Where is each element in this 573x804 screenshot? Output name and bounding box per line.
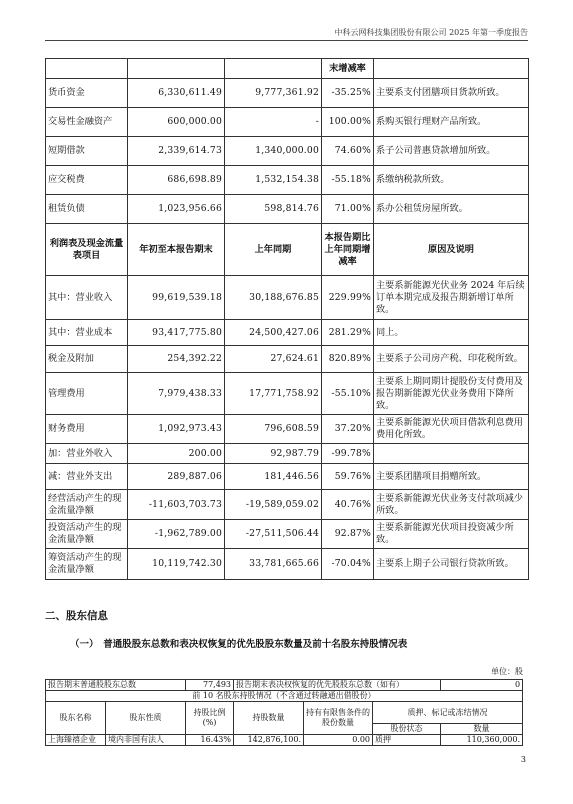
row-current: -1,962,789.00 xyxy=(128,520,225,549)
blank-header-cell xyxy=(46,59,128,79)
blank-header-cell xyxy=(225,59,322,79)
row-change: -35.25% xyxy=(322,79,374,108)
row-change: 100.00% xyxy=(322,108,374,137)
col-header-name: 股东名称 xyxy=(46,702,106,735)
row-reason xyxy=(374,444,529,464)
table-row xyxy=(46,444,529,464)
row-change: -70.04% xyxy=(322,549,374,580)
table-row xyxy=(46,464,529,490)
top10-header: 前 10 名股东持股情况（不含通过转融通出借股份） xyxy=(46,691,523,702)
row-reason: 主要系新能源光伏项目投资减少所致。 xyxy=(374,520,529,549)
row-change: 820.89% xyxy=(322,346,374,373)
row-change: -55.18% xyxy=(322,166,374,195)
table-row xyxy=(46,108,529,137)
table-row xyxy=(46,195,529,224)
col-header-restricted: 持有有限售条件的股份数量 xyxy=(304,702,373,735)
row-reason: 主要系上期子公司银行贷款所致。 xyxy=(374,549,529,580)
row-reason: 主要系子公司房产税、印花税所致。 xyxy=(374,346,529,373)
table-header-continued xyxy=(46,59,529,79)
row-previous: 24,500,427.06 xyxy=(225,320,322,346)
financial-changes-table xyxy=(45,58,529,580)
table-row xyxy=(46,166,529,195)
row-change: 92.87% xyxy=(322,520,374,549)
row-current: -11,603,703.73 xyxy=(128,490,225,520)
col-header-nature: 股东性质 xyxy=(106,702,186,735)
row-previous: 181,446.56 xyxy=(225,464,322,490)
shareholder-amount: 110,360,000. xyxy=(441,735,523,746)
header-item: 利润表及现金流量表项目 xyxy=(46,224,128,276)
row-change: 281.29% xyxy=(322,320,374,346)
table-row xyxy=(46,79,529,108)
row-current: 1,092,973.43 xyxy=(128,415,225,444)
row-reason: 系办公租赁房屋所致。 xyxy=(374,195,529,224)
row-current: 600,000.00 xyxy=(128,108,225,137)
table-row xyxy=(46,276,529,320)
col-header-ratio: 持股比例(%) xyxy=(186,702,234,735)
row-reason: 主要系新能源光伏业务 2024 年后续订单本期完成及报告期新增订单所致。 xyxy=(374,276,529,320)
table-row xyxy=(46,520,529,549)
header-change: 本报告期比上年同期增减率 xyxy=(322,224,374,276)
row-previous: -19,589,059.02 xyxy=(225,490,322,520)
row-change: 40.76% xyxy=(322,490,374,520)
col-header-qty: 持股数量 xyxy=(234,702,304,735)
row-current: 254,392.22 xyxy=(128,346,225,373)
row-previous: -27,511,506.44 xyxy=(225,520,322,549)
row-previous: 9,777,361.92 xyxy=(225,79,322,108)
row-current: 289,887.06 xyxy=(128,464,225,490)
table-row xyxy=(46,549,529,580)
row-current: 6,330,611.49 xyxy=(128,79,225,108)
table-row xyxy=(46,490,529,520)
blank-header-cell xyxy=(374,59,529,79)
row-item: 其中：营业成本 xyxy=(46,320,128,346)
table-row xyxy=(46,373,529,415)
blank-header-cell xyxy=(128,59,225,79)
shareholder-ratio: 16.43% xyxy=(186,735,234,746)
pref-shareholders-label: 报告期末表决权恢复的优先股股东总数（如有） xyxy=(234,680,441,691)
page-header-title: 中科云网科技集团股份有限公司 2025 年第一季度报告 xyxy=(334,28,528,37)
row-previous: 1,340,000.00 xyxy=(225,137,322,166)
change-rate-header: 末增减率 xyxy=(322,59,374,79)
income-table-header xyxy=(46,224,529,276)
row-reason: 系缴纳税款所致。 xyxy=(374,166,529,195)
section-title-shareholders: 二、股东信息 xyxy=(45,610,108,622)
row-item: 管理费用 xyxy=(46,373,128,415)
row-previous: 27,624.61 xyxy=(225,346,322,373)
table-row xyxy=(46,320,529,346)
row-reason: 系子公司普惠贷款增加所致。 xyxy=(374,137,529,166)
row-item: 投资活动产生的现金流量净额 xyxy=(46,520,128,549)
row-item: 税金及附加 xyxy=(46,346,128,373)
page-number: 3 xyxy=(520,755,526,764)
table-row xyxy=(46,346,529,373)
row-change: 229.99% xyxy=(322,276,374,320)
row-previous: 33,781,665.66 xyxy=(225,549,322,580)
row-item: 筹资活动产生的现金流量净额 xyxy=(46,549,128,580)
row-reason: 系购买银行理财产品所致。 xyxy=(374,108,529,137)
header-previous: 上年同期 xyxy=(225,224,322,276)
row-change: -55.10% xyxy=(322,373,374,415)
total-shareholders-label: 报告期末普通股股东总数 xyxy=(46,680,186,691)
row-reason: 主要系新能源光伏项目借款利息费用费用化所致。 xyxy=(374,415,529,444)
row-previous: 1,532,154.38 xyxy=(225,166,322,195)
row-item: 财务费用 xyxy=(46,415,128,444)
subsection-title-shareholders: （一） 普通股股东总数和表决权恢复的优先股股东数量及前十名股东持股情况表 xyxy=(70,639,408,650)
row-reason: 主要系上期同期计提股份支付费用及报告期新能源光伏业务费用下降所致。 xyxy=(374,373,529,415)
shareholder-nature: 境内非国有法人 xyxy=(106,735,186,746)
row-reason: 主要系新能源光伏业务支付款项减少所致。 xyxy=(374,490,529,520)
shareholder-status: 质押 xyxy=(373,735,441,746)
pref-shareholders-value: 0 xyxy=(441,680,523,691)
row-item: 短期借款 xyxy=(46,137,128,166)
header-reason: 原因及说明 xyxy=(374,224,529,276)
row-item: 货币资金 xyxy=(46,79,128,108)
row-change: 71.00% xyxy=(322,195,374,224)
col-header-amount: 数量 xyxy=(441,724,523,735)
row-previous: - xyxy=(225,108,322,137)
row-previous: 92,987.79 xyxy=(225,444,322,464)
total-shareholders-value: 77,493 xyxy=(186,680,234,691)
row-change: 59.76% xyxy=(322,464,374,490)
row-item: 减：营业外支出 xyxy=(46,464,128,490)
unit-label: 单位：股 xyxy=(491,667,523,676)
row-item: 应交税费 xyxy=(46,166,128,195)
row-reason: 主要系支付团膳项目货款所致。 xyxy=(374,79,529,108)
header-current: 年初至本报告期末 xyxy=(128,224,225,276)
row-current: 93,417,775.80 xyxy=(128,320,225,346)
col-header-pledge: 质押、标记或冻结情况 xyxy=(373,702,523,724)
row-item: 其中：营业收入 xyxy=(46,276,128,320)
shareholder-qty: 142,876,100. xyxy=(234,735,304,746)
header-divider xyxy=(45,40,528,41)
table-row xyxy=(46,415,529,444)
row-current: 200.00 xyxy=(128,444,225,464)
row-current: 10,119,742.30 xyxy=(128,549,225,580)
row-change: 74.60% xyxy=(322,137,374,166)
table-row xyxy=(46,137,529,166)
row-previous: 598,814.76 xyxy=(225,195,322,224)
row-previous: 30,188,676.85 xyxy=(225,276,322,320)
col-header-status: 股份状态 xyxy=(373,724,441,735)
row-change: 37.20% xyxy=(322,415,374,444)
row-previous: 796,608.59 xyxy=(225,415,322,444)
row-reason: 主要系团膳项目捐赠所致。 xyxy=(374,464,529,490)
shareholder-row xyxy=(46,735,523,746)
row-current: 2,339,614.73 xyxy=(128,137,225,166)
row-reason: 同上。 xyxy=(374,320,529,346)
shareholder-name: 上海臻禧企业 xyxy=(46,735,106,746)
row-current: 99,619,539.18 xyxy=(128,276,225,320)
row-item: 租赁负债 xyxy=(46,195,128,224)
row-previous: 17,771,758.92 xyxy=(225,373,322,415)
row-item: 加：营业外收入 xyxy=(46,444,128,464)
row-change: -99.78% xyxy=(322,444,374,464)
shareholder-table xyxy=(45,679,523,746)
shareholder-restricted: 0.00 xyxy=(304,735,373,746)
row-current: 686,698.89 xyxy=(128,166,225,195)
row-item: 交易性金融资产 xyxy=(46,108,128,137)
row-current: 7,979,438.33 xyxy=(128,373,225,415)
row-current: 1,023,956.66 xyxy=(128,195,225,224)
row-item: 经营活动产生的现金流量净额 xyxy=(46,490,128,520)
